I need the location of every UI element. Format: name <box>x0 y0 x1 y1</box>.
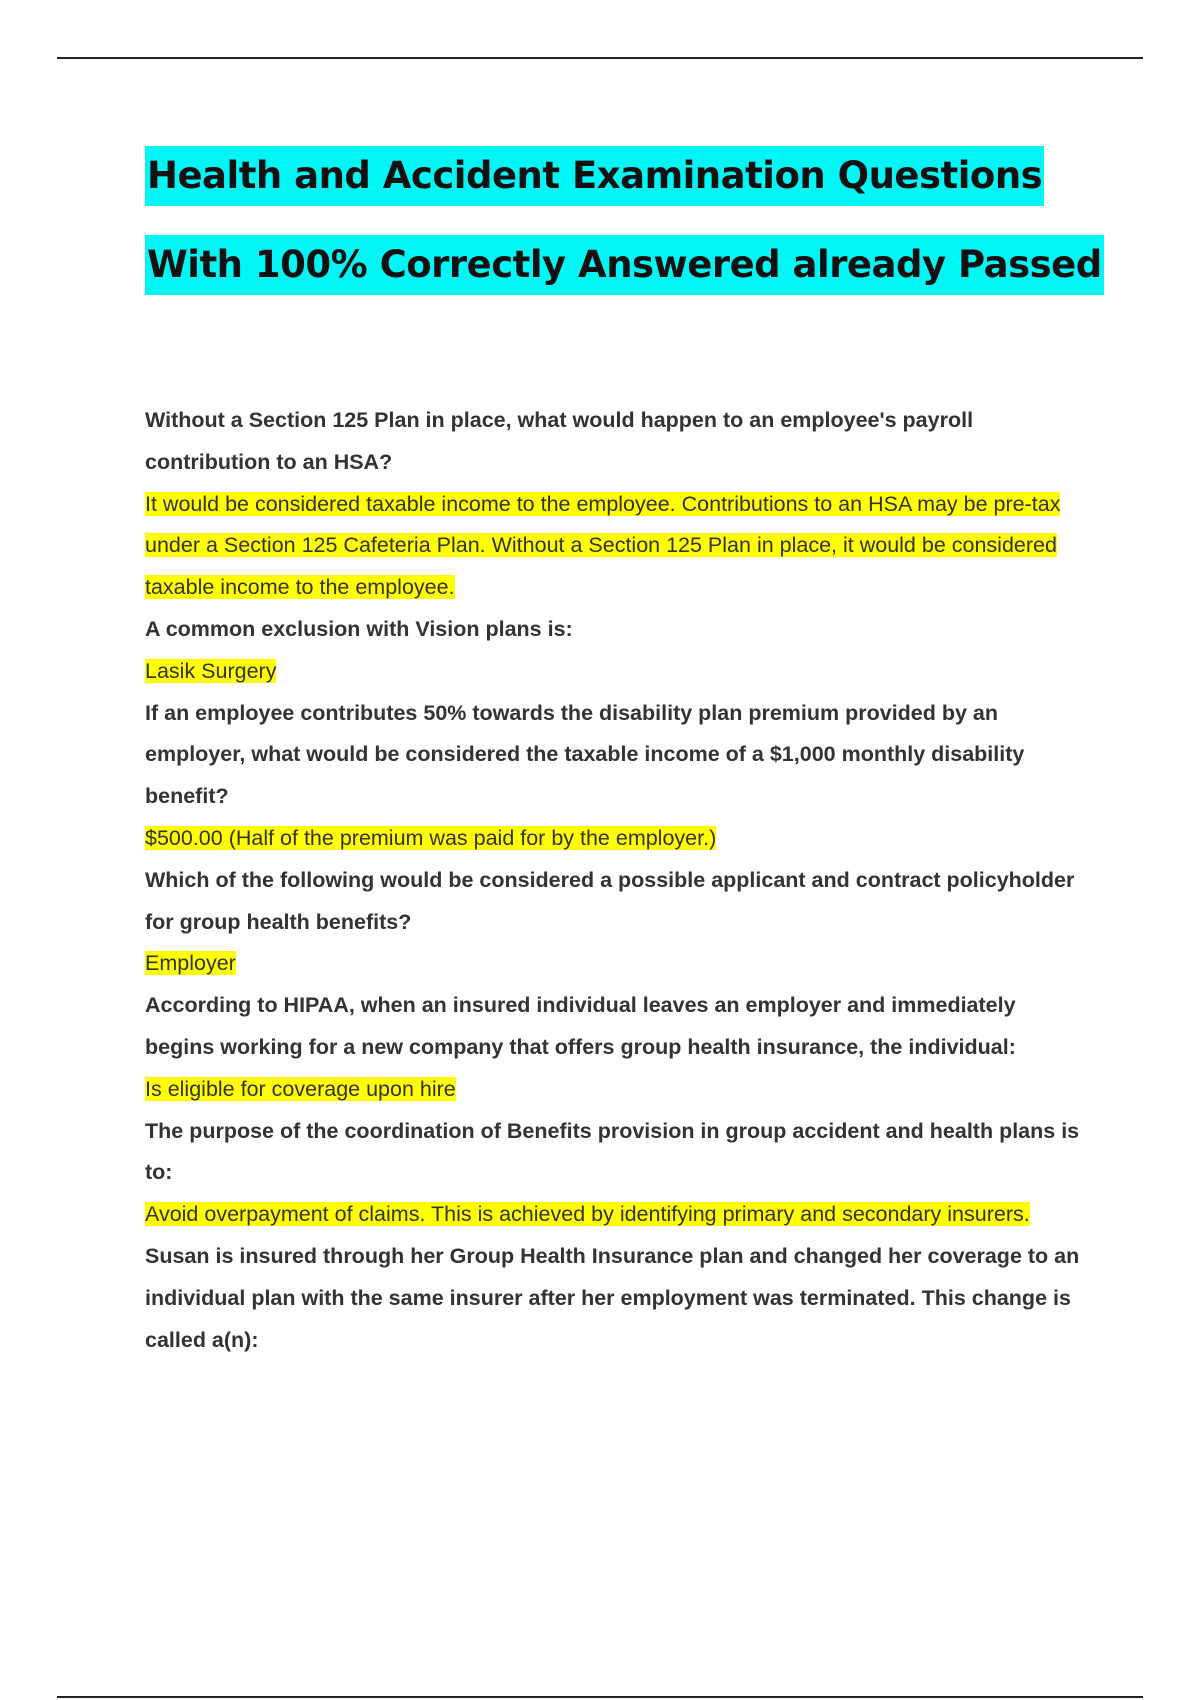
title-line-2 <box>145 235 1105 324</box>
question-3: If an employee contributes 50% towards the disability plan premium provided by an employer, what would be considered the taxable income of a $1,000 monthly disability benefit? <box>145 700 1025 809</box>
answer-1-text: It would be considered taxable income to the employee. Contributions to an HSA may be pre-tax under a Section 125 Cafeteria Plan. Without a Section 125 Plan in place, it would be considered taxable income to the employee. <box>145 491 1061 600</box>
answer-2-text: Lasik Surgery <box>145 658 277 683</box>
answer-2 <box>145 651 1090 693</box>
document-title <box>145 146 1105 324</box>
answer-1 <box>145 484 1090 609</box>
answer-6 <box>145 1194 1090 1236</box>
question-5: According to HIPAA, when an insured individual leaves an employer and immediately begins working for a new company that offers group health insurance, the individual: <box>145 993 1016 1059</box>
title-text-2: With 100% Correctly Answered already Passed <box>145 235 1104 295</box>
question-4: Which of the following would be considered a possible applicant and contract policyholder for group health benefits? <box>145 867 1075 934</box>
question-7: Susan is insured through her Group Health Insurance plan and changed her coverage to an individual plan with the same insurer after her employment was terminated. This change is called a(n): <box>145 1243 1080 1352</box>
top-rule <box>57 57 1143 59</box>
answer-3-text: $500.00 (Half of the premium was paid for by the employer.) <box>145 825 717 850</box>
answer-4 <box>145 943 1090 985</box>
qa-list <box>145 400 1090 1361</box>
answer-4-text: Employer <box>145 951 236 976</box>
answer-6-text: Avoid overpayment of claims. This is achieved by identifying primary and secondary insurers. <box>145 1202 1030 1227</box>
question-2: A common exclusion with Vision plans is: <box>145 616 573 641</box>
question-1: Without a Section 125 Plan in place, what would happen to an employee's payroll contribution to an HSA? <box>145 408 974 474</box>
answer-5-text: Is eligible for coverage upon hire <box>145 1076 456 1101</box>
question-6: The purpose of the coordination of Benefits provision in group accident and health plans is to: <box>145 1118 1080 1185</box>
title-line-1 <box>145 146 1105 235</box>
answer-3 <box>145 818 1090 860</box>
bottom-rule <box>57 1696 1143 1698</box>
answer-5 <box>145 1069 1090 1111</box>
title-text-1: Health and Accident Examination Questions <box>145 146 1044 206</box>
